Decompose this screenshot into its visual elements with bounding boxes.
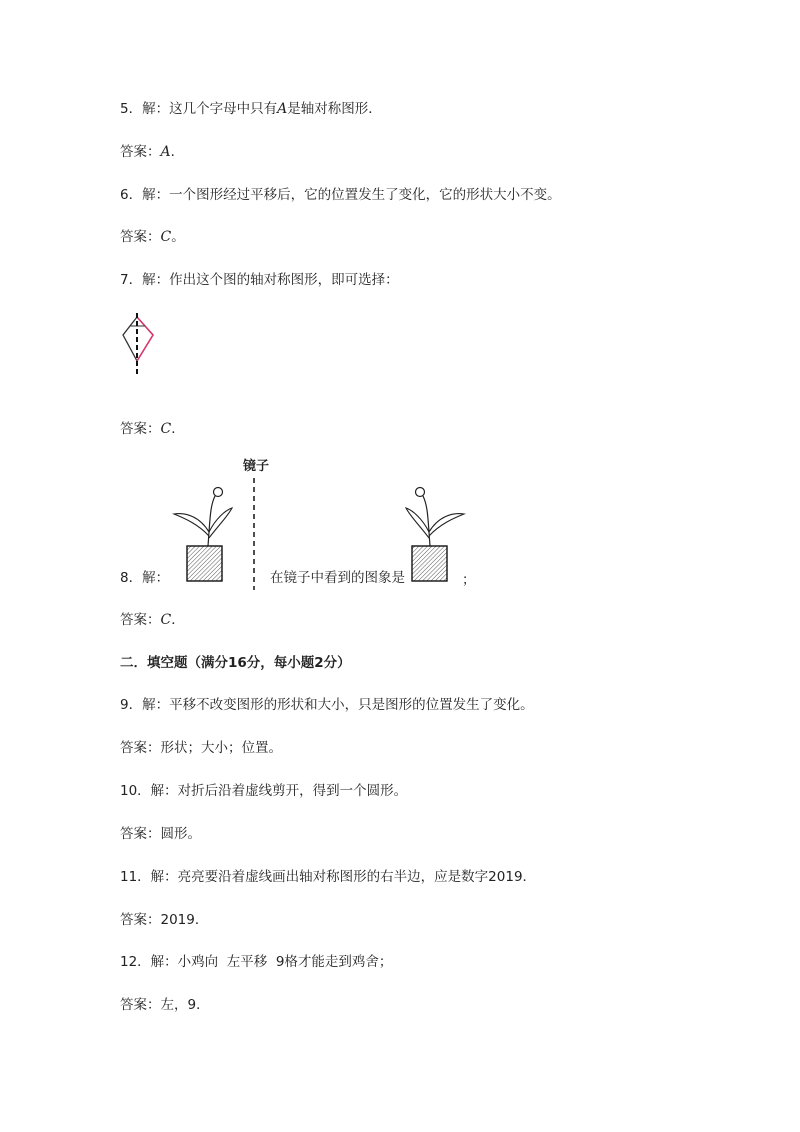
question-12: 12．解：小鸡向 左平移 9格才能走到鸡舍； <box>120 954 393 970</box>
plant-leaf-left <box>174 514 209 536</box>
answer-10: 答案：圆形。 <box>120 826 201 842</box>
question-5-text-pre: 解：这几个字母中只有 <box>142 101 278 117</box>
question-7: 7．解：作出这个图的轴对称图形，即可选择： <box>120 272 399 288</box>
section-2-heading: 二．填空题（满分16分，每小题2分） <box>120 655 351 671</box>
plant-pot-mirrored <box>398 482 468 582</box>
mirror-label: 镜子 <box>243 459 270 474</box>
plant-pot <box>187 546 222 581</box>
answer-6-label: 答案： <box>120 229 161 245</box>
answer-7 <box>120 420 185 438</box>
question-8-pre: 8．解： <box>120 570 170 586</box>
answer-5 <box>120 143 184 161</box>
answer-12: 答案：左，9． <box>120 997 210 1013</box>
mirror-dashed-line <box>252 478 256 590</box>
answer-7-label: 答案： <box>120 421 161 437</box>
plant-leaf-right <box>209 508 232 538</box>
answer-11: 答案：2019． <box>120 912 209 928</box>
answer-7-letter: C <box>160 421 172 437</box>
answer-6-post: 。 <box>171 229 185 245</box>
answer-8-label: 答案： <box>120 612 161 628</box>
question-10: 10．解：对折后沿着虚线剪开，得到一个圆形。 <box>120 783 408 799</box>
kite-left-half <box>123 317 137 361</box>
question-9: 9．解：平移不改变图形的形状和大小，只是图形的位置发生了变化。 <box>120 697 534 713</box>
answer-8 <box>120 611 185 629</box>
plant-flower <box>214 488 223 497</box>
answer-9: 答案：形状；大小；位置。 <box>120 740 282 756</box>
answer-8-letter: C <box>160 612 172 628</box>
question-8-post: ； <box>462 572 476 588</box>
question-11: 11．解：亮亮要沿着虚线画出轴对称图形的右半边，应是数字2019． <box>120 869 537 885</box>
answer-8-post: ． <box>171 612 185 628</box>
answer-5-label: 答案： <box>120 144 161 160</box>
plant-stem <box>208 496 215 546</box>
question-5-text-post: 是轴对称图形． <box>287 101 382 117</box>
answer-5-letter: A <box>160 144 171 160</box>
kite-right-half-reflection <box>137 317 153 361</box>
answer-5-post: ． <box>170 144 185 160</box>
answer-6 <box>120 228 185 246</box>
question-5-number: 5． <box>120 101 143 117</box>
answer-7-post: ． <box>171 421 185 437</box>
question-8-mid: 在镜子中看到的图象是 <box>270 570 405 586</box>
plant-pot-original <box>170 482 240 582</box>
answer-6-letter: C <box>160 229 172 245</box>
question-5 <box>120 100 382 118</box>
question-5-letter: A <box>277 101 288 117</box>
kite-reflection-figure <box>118 313 162 379</box>
question-6: 6．解：一个图形经过平移后，它的位置发生了变化，它的形状大小不变。 <box>120 187 561 203</box>
